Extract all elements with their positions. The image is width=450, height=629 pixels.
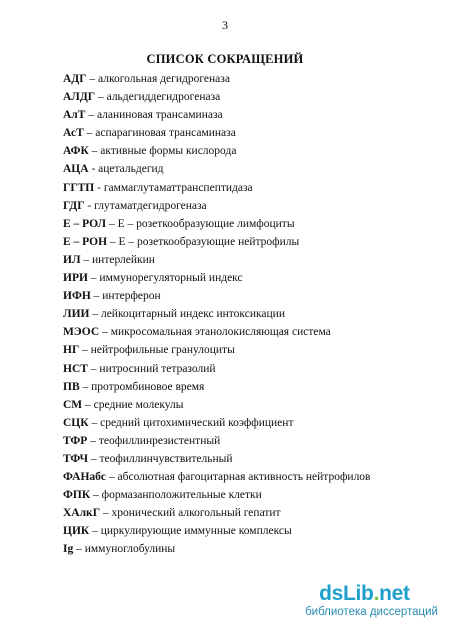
abbreviation-term: ТФР xyxy=(63,434,88,447)
abbreviation-term: ГГТП xyxy=(63,181,95,194)
watermark-logo-main: dsLib xyxy=(319,582,374,605)
page-title: СПИСОК СОКРАЩЕНИЙ xyxy=(146,52,304,66)
abbreviation-definition: – лейкоцитарный индекс интоксикации xyxy=(89,308,285,321)
abbreviation-term: ИРИ xyxy=(63,272,88,285)
abbreviation-term: АЛДГ xyxy=(63,91,96,104)
abbreviation-item xyxy=(63,360,443,378)
abbreviation-item xyxy=(63,341,443,359)
abbreviation-item xyxy=(63,70,443,88)
abbreviation-definition: – алкогольная дегидрогеназа xyxy=(86,73,230,85)
abbreviation-term: АФК xyxy=(63,145,89,158)
abbreviation-item xyxy=(63,287,443,305)
abbreviation-item xyxy=(63,160,443,178)
abbreviation-term: ФАНабс xyxy=(63,471,107,484)
abbreviation-item xyxy=(63,215,443,233)
abbreviation-item xyxy=(63,396,443,414)
abbreviation-term: ЦИК xyxy=(63,525,90,538)
abbreviation-definition: – средние молекулы xyxy=(82,398,184,411)
abbreviation-term: СЦК xyxy=(63,416,89,429)
watermark-logo xyxy=(305,583,438,605)
abbreviation-item xyxy=(63,269,443,287)
abbreviation-item xyxy=(63,305,443,323)
abbreviation-item xyxy=(63,378,443,396)
abbreviation-item xyxy=(63,88,443,106)
abbreviation-definition: – микросомальная этанолокисляющая система xyxy=(99,326,331,339)
abbreviation-definition: – циркулирующие иммунные комплексы xyxy=(89,525,292,538)
abbreviation-definition: – нитросиний тетразолий xyxy=(87,362,216,375)
abbreviation-definition: – аланиновая трансаминаза xyxy=(85,109,223,122)
abbreviation-term: АДГ xyxy=(63,73,87,85)
abbreviation-term: СМ xyxy=(63,398,83,411)
watermark xyxy=(305,583,438,619)
page-number: 3 xyxy=(222,18,228,32)
abbreviation-term: АЦА xyxy=(63,163,89,176)
abbreviation-definition: – Е – розеткообразующие нейтрофилы xyxy=(107,235,300,248)
abbreviation-definition: – абсолютная фагоцитарная активность нейтрофилов xyxy=(106,471,371,484)
abbreviation-item xyxy=(63,522,443,540)
abbreviation-definition: – иммуноглобулины xyxy=(73,543,176,556)
abbreviation-item xyxy=(63,450,443,468)
abbreviation-item xyxy=(63,414,443,432)
abbreviation-definition: - ацетальдегид xyxy=(88,163,164,176)
abbreviation-definition: – теофиллинчувствительный xyxy=(88,452,233,465)
abbreviation-definition: – интерферон xyxy=(90,290,161,303)
abbreviation-term: ИЛ xyxy=(63,253,81,266)
abbreviation-definition: – иммунорегуляторный индекс xyxy=(87,272,243,285)
abbreviation-term: ТФЧ xyxy=(63,452,89,465)
abbreviation-definition: - глутаматдегидрогеназа xyxy=(84,199,207,212)
abbreviation-item xyxy=(63,179,443,197)
abbreviation-definition: – интерлейкин xyxy=(80,253,155,266)
abbreviation-definition: – формазанположительные клетки xyxy=(90,489,262,502)
abbreviation-item xyxy=(63,251,443,269)
abbreviation-term: НСТ xyxy=(63,362,88,375)
abbreviation-definition: - гаммаглутаматтранспептидаза xyxy=(94,181,253,194)
abbreviation-definition: – аспарагиновая трансаминаза xyxy=(83,127,236,140)
abbreviation-term: ПВ xyxy=(63,380,80,393)
abbreviation-item xyxy=(63,233,443,251)
abbreviation-item xyxy=(63,504,443,522)
abbreviation-term: МЭОС xyxy=(63,326,100,339)
watermark-logo-dot: . xyxy=(373,582,380,605)
abbreviation-term: НГ xyxy=(63,344,80,357)
watermark-logo-tld: net xyxy=(379,582,410,605)
abbreviation-term: ГДГ xyxy=(63,199,85,212)
abbreviation-term: ФПК xyxy=(63,489,91,502)
abbreviation-definition: – средний цитохимический коэффициент xyxy=(88,416,294,429)
abbreviation-definition: – протромбиновое время xyxy=(79,380,205,393)
abbreviation-definition: – теофиллинрезистентный xyxy=(87,434,221,447)
abbreviation-definition: – активные формы кислорода xyxy=(88,145,237,158)
abbreviation-definition: – нейтрофильные гранулоциты xyxy=(79,344,235,357)
abbreviation-item xyxy=(63,124,443,142)
abbreviation-item xyxy=(63,323,443,341)
abbreviation-definition: – хронический алкогольный гепатит xyxy=(100,507,281,520)
abbreviation-item xyxy=(63,142,443,160)
abbreviation-term: Е – РОН xyxy=(63,235,108,248)
abbreviation-term: Е – РОЛ xyxy=(63,217,107,230)
abbreviation-term: ИФН xyxy=(63,290,91,303)
abbreviation-definition: – альдегиддегидрогеназа xyxy=(95,91,221,104)
watermark-subtitle: библиотека диссертаций xyxy=(305,606,438,618)
abbreviation-term: АсТ xyxy=(63,127,84,140)
abbreviation-term: АлТ xyxy=(63,109,86,122)
abbreviation-item xyxy=(63,197,443,215)
abbreviation-item xyxy=(63,106,443,124)
abbreviation-item xyxy=(63,432,443,450)
abbreviation-term: ХАлкГ xyxy=(63,507,101,520)
abbreviation-definition: – Е – розеткообразующие лимфоциты xyxy=(106,217,295,230)
abbreviation-item xyxy=(63,540,443,558)
abbreviation-item xyxy=(63,468,443,486)
abbreviation-list xyxy=(63,70,443,559)
abbreviation-term: ЛИИ xyxy=(63,308,90,321)
abbreviation-term: Ig xyxy=(63,543,74,556)
abbreviation-item xyxy=(63,486,443,504)
